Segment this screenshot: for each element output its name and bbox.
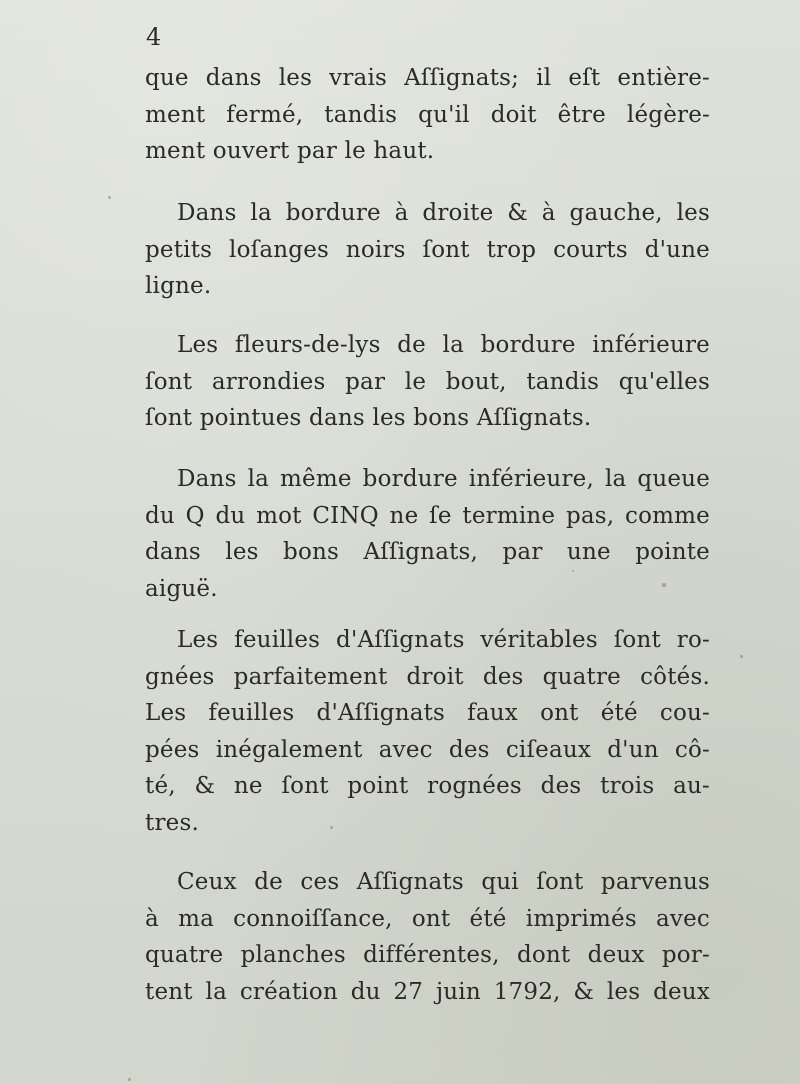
text-line: Les feuilles d'Aſſignats faux ont été cou- — [145, 700, 710, 726]
paragraph-6 — [145, 864, 710, 1010]
text-line: dans les bons Aſſignats, par une pointe — [145, 539, 710, 565]
text-line: té, & ne ſont point rognées des trois au- — [145, 773, 710, 799]
paragraph-3 — [145, 327, 710, 437]
text-line: petits loſanges noirs ſont trop courts d'une — [145, 236, 710, 263]
paper-speck — [330, 826, 333, 829]
text-line: à ma connoiſſance, ont été imprimés avec — [145, 905, 710, 932]
text-line: ſont arrondies par le bout, tandis qu'elles — [145, 368, 710, 395]
text-line: quatre planches différentes, dont deux por- — [145, 942, 710, 968]
text-line: ment ouvert par le haut. — [145, 138, 435, 164]
text-line: du Q du mot CINQ ne ſe termine pas, comme — [145, 502, 710, 529]
paragraph-1 — [145, 60, 710, 170]
text-line: Ceux de ces Aſſignats qui ſont parvenus — [177, 869, 710, 895]
paper-speck — [572, 570, 574, 572]
text-line: ligne. — [145, 273, 212, 299]
paragraph-4 — [145, 461, 710, 607]
text-line: tent la création du 27 juin 1792, & les deux — [145, 978, 710, 1005]
page-number: 4 — [146, 23, 162, 51]
paragraph-5 — [145, 622, 710, 841]
text-line: Dans la même bordure inférieure, la queue — [177, 466, 710, 492]
text-line: que dans les vrais Aſſignats; il eſt entière- — [145, 65, 710, 91]
text-line: ſont pointues dans les bons Aſſignats. — [145, 405, 592, 431]
text-line: ment fermé, tandis qu'il doit être légère- — [145, 101, 710, 128]
paper-speck — [740, 655, 743, 658]
paper-speck — [662, 583, 666, 587]
text-line: Les fleurs-de-lys de la bordure inférieure — [177, 332, 710, 358]
paragraph-2 — [145, 195, 710, 305]
paper-speck — [128, 1078, 131, 1081]
text-line: aiguë. — [145, 575, 218, 602]
text-line: pées inégalement avec des ciſeaux d'un cô- — [145, 736, 710, 763]
text-line: tres. — [145, 809, 199, 836]
text-line: gnées parfaitement droit des quatre côtés. — [145, 663, 710, 690]
paper-speck — [108, 196, 111, 199]
text-line: Les feuilles d'Aſſignats véritables ſont ro- — [177, 627, 710, 653]
text-line: Dans la bordure à droite & à gauche, les — [177, 200, 710, 226]
